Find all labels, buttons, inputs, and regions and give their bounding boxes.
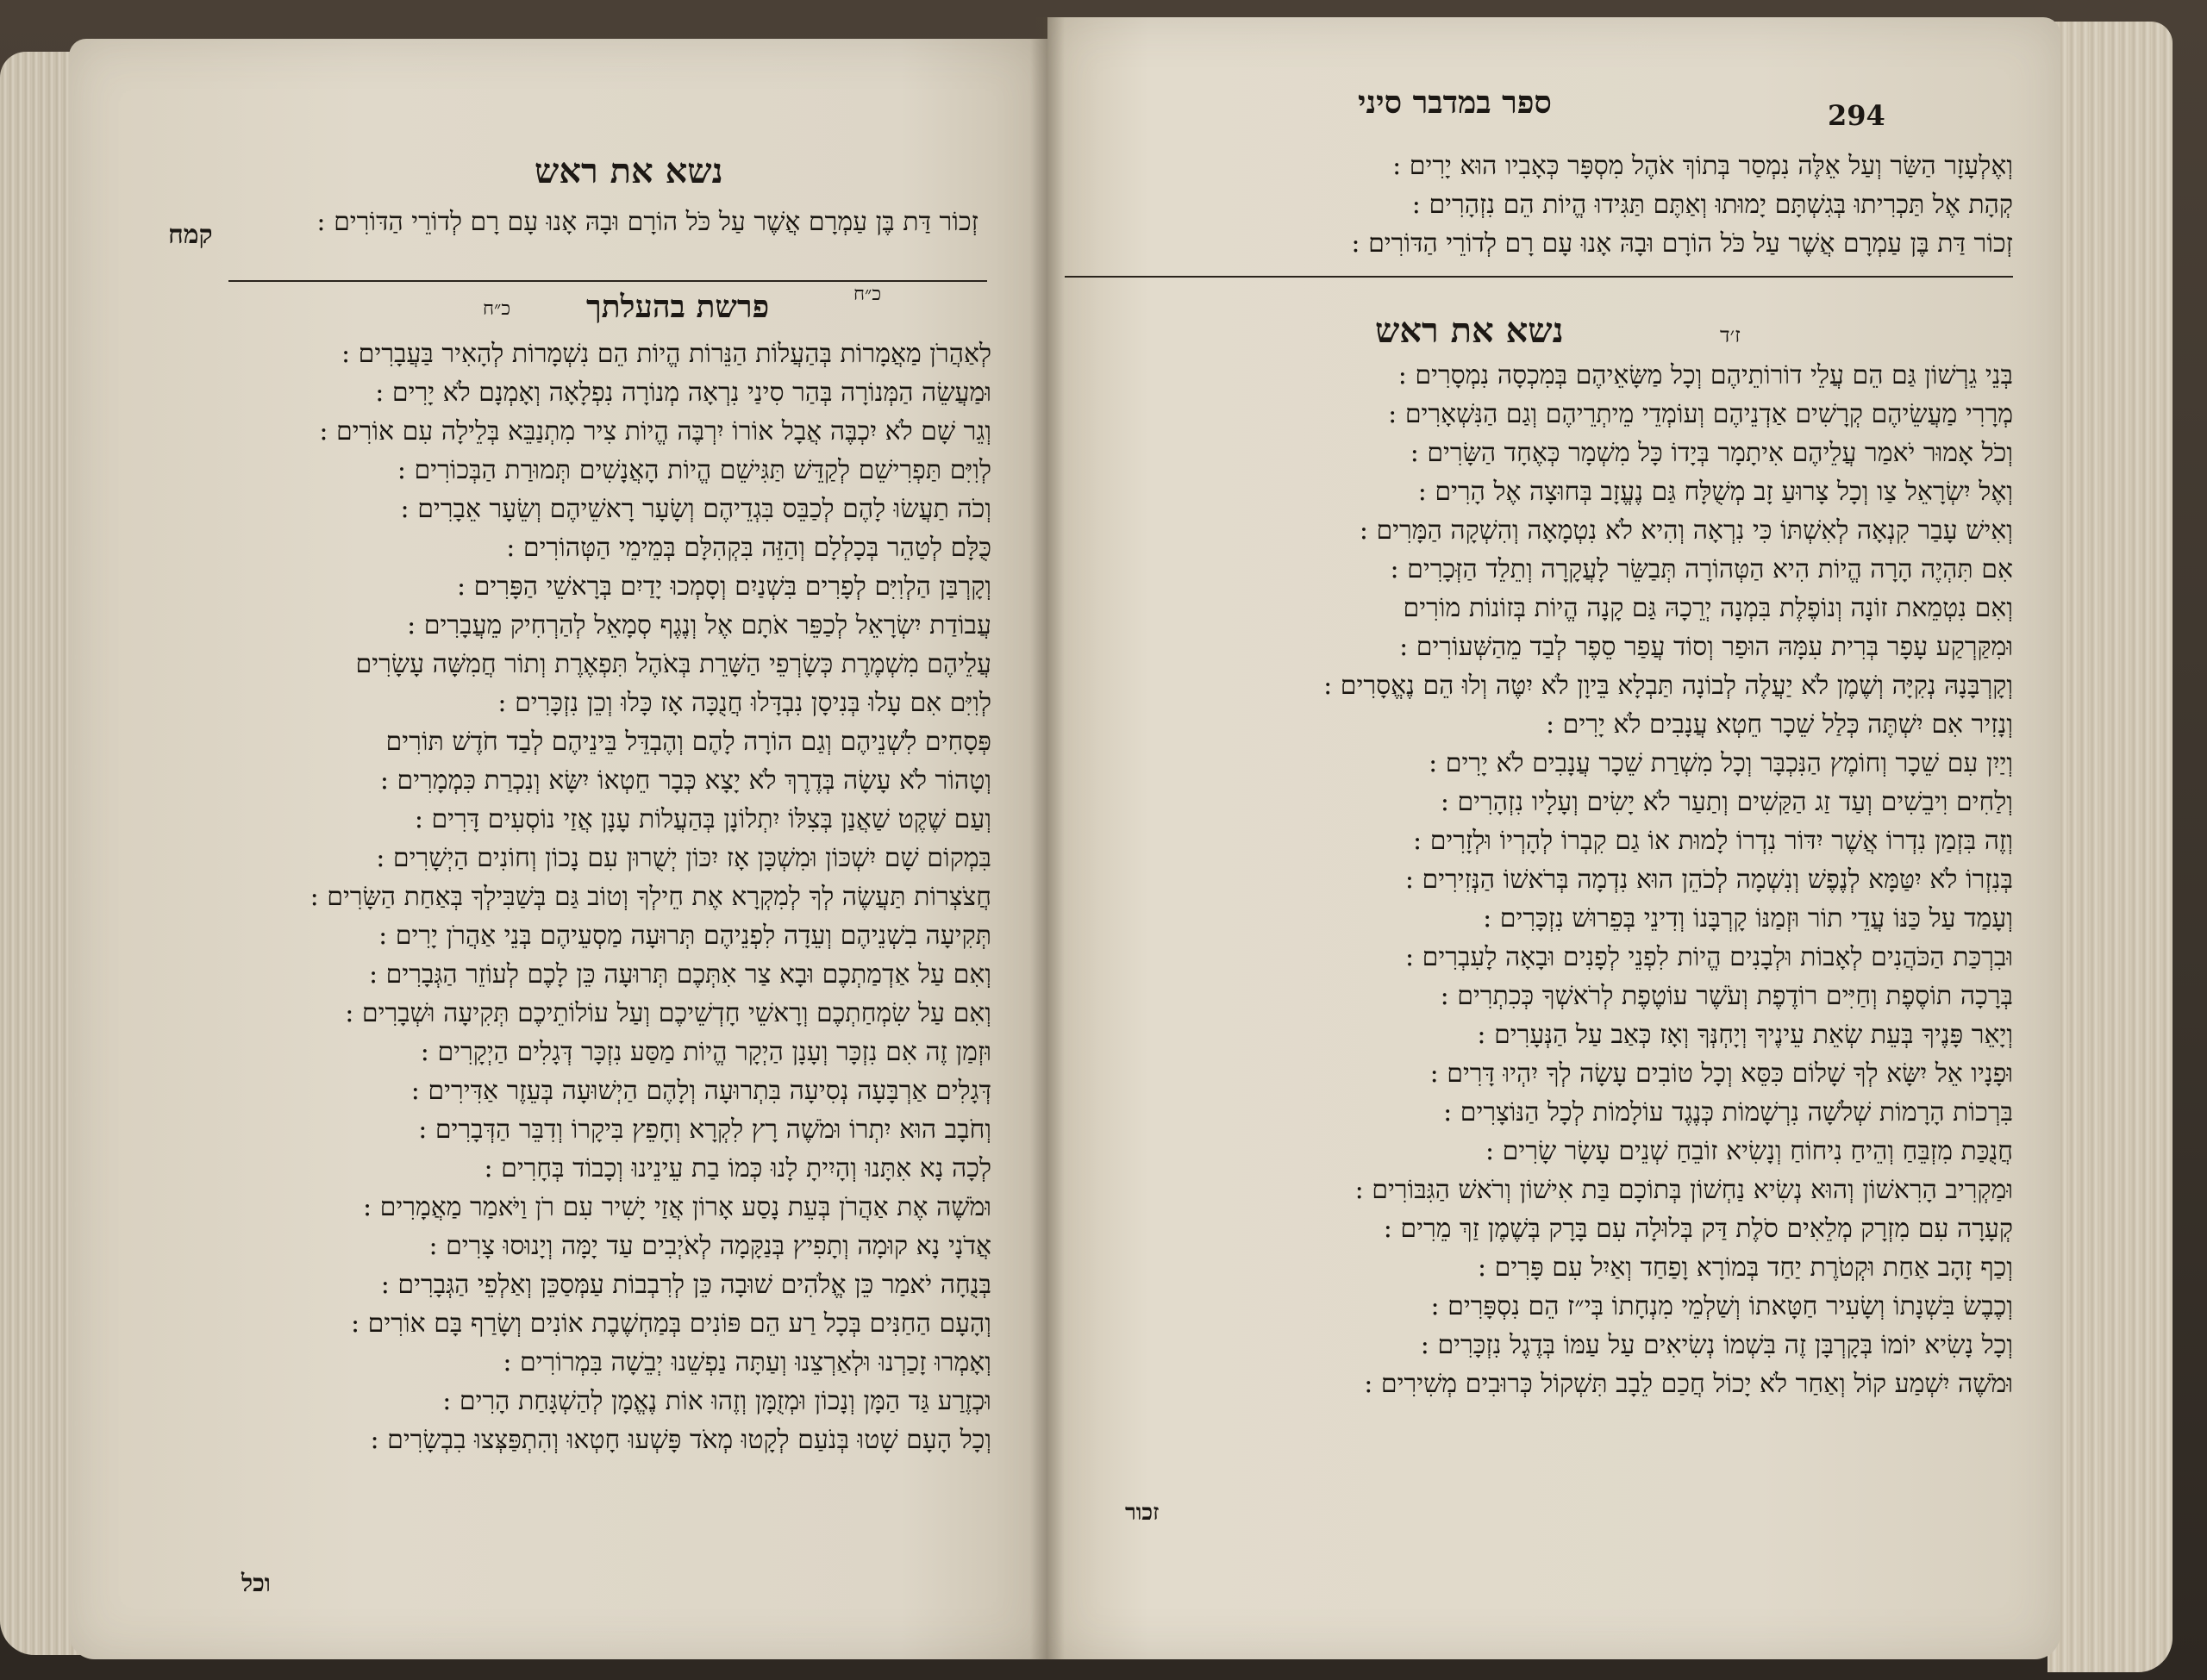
text-line: וְכַף זָהָב אַחַת וּקְטֹרֶת יַחַד בְּמוֹרָא וָפַחַד וְאַיִל עִם פָּרִים : (1478, 1252, 2013, 1283)
left-section-marker-left: כ״ח (483, 298, 511, 320)
text-line: וְאִם עַל אַדְמַתְכֶם וּבָא צַר אִתְּכֶם תְּרוּעָה כֵּן לָכֶם לְעוֹזֵר הַגְּבָרִים : (369, 959, 991, 990)
text-line: וְכָל הָעָם שָׁטוּ בְּנֹעַם לְקָטוּ מְאֹד פָּשְׁעוּ חָטְאוּ וְהִתְפַּצְּצוּ בִבְשָׂרִים : (370, 1425, 991, 1455)
text-line: אֲדֹנָי נָא קוּמָה וְתָפִיץ בְּנַקָּמָה לְאֹיְבִים עַד יָמָּה וְיָנוּסוּ צָרִים : (428, 1231, 991, 1261)
text-line: חֲצֹצְרוֹת תַּעֲשֶׂה לְךָ לְמִקְרָא אֶת חֵילְךָ וְטוֹב גַּם בְּשַׁבִּילְךָ בְּאַחַת הַשָּׂרִים : (309, 882, 991, 912)
text-line: וְכֶבֶשׂ בִּשְׁנָתוֹ וְשָׂעִיר חַטָּאתוֹ וְשַׁלְמֵי מִנְחָתוֹ בְּי״ז הֵם נִסְפָּרִים : (1430, 1291, 2013, 1321)
text-line: בְּרָכָה תוֹסֶפֶת וְחַיִּים רוֹדֶפֶת וְעֹשֶׁר עוֹטֶפֶת לְרֹאשְׁךָ כְּכִתְרִים : (1440, 981, 2013, 1011)
text-line: וְהָעָם הַחַנִּים בְּכָל רַע הֵם פּוֹנִים בְּמַחְשֶׁבֶת אוֹנִים וְשָׂרַף בָּם אוֹרִים : (351, 1308, 991, 1339)
left-top-lines (237, 203, 978, 241)
text-line: כֻּלָּם לְטַהֵר בְּכָלְלָם וְהַזֵּה בִּקְהִלָּם בְּמֵימֵי הַטְּהוֹרִים : (506, 533, 991, 563)
text-line: פְּסָחִים לִשְׁנֵיהֶם וְגַם הוֹרָה לָהֶם וְהֶבְדֵּל בֵּינֵיהֶם לְבַד חֹדֶשׁ תּוֹרִים (385, 727, 991, 757)
text-line: וְכָל נָשִׂיא יוֹמוֹ בְּקָרְבָּן זֶה בִּשְׁמוֹ נְשִׂיאִים עַל עַמּוֹ בְּדֶגֶל נִזְכָּרִים : (1420, 1330, 2013, 1360)
text-line: וּזְמַן זֶה אִם נִזְכָּר וְעָנָן הַיְקָר הֱיוֹת מַסַּע נִזְכָּר דְּגָלִים הַיְקָרִים : (420, 1037, 991, 1067)
book-gutter (1030, 17, 1065, 1659)
text-line: וּמַקְרִיב הָרִאשׁוֹן וְהוּא נְשִׂיא נַחְשׁוֹן בְּתוֹכָם בַּת אִישׁוֹן וְרֹאשׁ הַגִּבּוֹרִים : (1354, 1175, 2013, 1205)
text-line: וּכְזֶרַע גַּד הַמָּן וְנָכוֹן וּמְזֻמָּן וְזֶהוּ אוֹת נֶאֱמָן לְהַשְׁגָּחַת הָרִים : (442, 1386, 991, 1416)
text-line: קְעָרָה עִם מִזְרָק מְלֵאִים סֹלֶת דַּק בְּלוּלָה עִם בָּרָק בְּשֶׁמֶן זַךְ מֵרִים : (1383, 1214, 2013, 1244)
text-line: עֲבוֹדַת יִשְׂרָאֵל לְכַפֵּר אֹתָם אֶל וְנֶגֶף סְמָאֵל לְהַרְחִיק מֵעֲבָרִים : (407, 610, 991, 640)
right-body-text (1065, 356, 2013, 1403)
text-line: לְוִיִּם תַּפְרִישֵׁם לְקַדֵּשׁ תַּגִּישֵׁם הֱיוֹת הָאֲנָשִׁים תְּמוּרַת הַבְּכוֹרִים : (397, 455, 991, 485)
left-catchword: וכל (241, 1569, 271, 1597)
text-line: מְרָרִי מַעֲשֵׂיהֶם קְרָשִׁים אַדְנֵיהֶם וְעוֹמְדֵי מֵיתְרֵיהֶם וְגַם הַנִּשְׁאָרִים : (1388, 399, 2013, 429)
text-line: וְאִם עַל שִׂמְחַתְכֶם וְרָאשֵׁי חָדְשֵׁיכֶם וְעַל עוֹלוֹתֵיכֶם תְּקִיעָה וּשְׁבָרִים : (345, 998, 991, 1028)
text-line: אִם תִּהְיֶה הָרָה הֱיוֹת הִיא הַטְּהוֹרָה תְּבַשֵּׂר לָעֲקָרָה וְתֵלֵד הַזְּכָרִים : (1390, 554, 2013, 584)
text-line: וּמַעֲשֵׂה הַמְּנוֹרָה בְּהַר סִינַי נִרְאָה מְנוֹרָה נִפְלָאָה וְאָמְנָם לֹא יָרִים : (375, 378, 991, 408)
text-line: וּבִרְכַּת הַכֹּהֲנִים לְאָבוֹת וּלְבָנִים הֱיוֹת לִפְנֵי לְפָנִים וּבָאָה לָעִבְרִים : (1405, 942, 2013, 972)
right-section-heading: נשא את ראש (1375, 310, 1564, 351)
left-section-marker-right: כ״ח (853, 284, 882, 305)
right-header-rule (1065, 276, 2013, 278)
text-line: וְאֶל יִשְׂרָאֵל צַו וְכָל צָרוּעַ זָב מְשֻׁלָּח גַּם נֶעֱזָב בְּחוּצָה אֶל הָרִים : (1417, 477, 2013, 507)
left-top-line: זְכוֹר דַּת בֶּן עַמְרָם אֲשֶׁר עַל כֹּל הוֹרָם וּבָהּ אָנוּ עָם רָם לְדוֹרֵי הַדּוֹרִים : (316, 207, 978, 237)
text-line: וְטָהוֹר לֹא עָשָׂה בְּדֶרֶךְ לֹא יָצָא כְּבָר חֵטְאוֹ יִשָּׂא וְנִכְרַת כִּמְמָרִים : (379, 765, 991, 796)
text-line: וְזֶה בִּזְמַן נִדְרוֹ אֲשֶׁר יִדּוֹר נִדְרוֹ לָמוּת אוֹ גַם קִבְרוֹ לְהָרְיוֹ וּלְזָרִים : (1413, 826, 2013, 856)
text-line: וּמֹשֶׁה אֶת אַהֲרֹן בְּעֵת נָסַע אָרוֹן אֲזַי יָשִׁיר עִם רֹן וַיֹּאמַר מַאֲמָרִים : (362, 1192, 991, 1222)
text-line: וּמִקַּרְקַע עָפָר בְּרִית עִמָּהּ הוּפַר וְסוֹד עֲפַר סֵפֶר לְבַד מֵהַשְּׁעוֹרִים : (1399, 632, 2013, 662)
text-line: בִּרְכוֹת הָרָמוֹת שְׁלֹשָׁה נִרְשָׁמוֹת כְּנֶגֶד עוֹלָמוֹת לְכָל הַנּוֹצָרִים : (1443, 1097, 2013, 1127)
text-line: וְכֹל אָמוּר יֹאמַר עֲלֵיהֶם אִיתָמָר בְּיָדוֹ כָּל מִשְׁמָר כְּאֶחָד הַשָּׂרִים : (1410, 438, 2013, 468)
text-line: וְקָרְבָּנָהּ נְקִיָּה וְשֶׁמֶן לֹא יַעֲלֶה לְבוֹנָה תַּבְלָא בֵּיוָן לֹא יִטֶּה וְלוּ הֵם נֶאֱסָרִים : (1323, 671, 2013, 701)
text-line: וּמֹשֶׁה יִשְׁמַע קוֹל וְאַחַר לֹא יָכוֹל חֲכַם לֵבָב תִּשְׁקוֹל כְּרוּבִים מְשִׁירִים : (1364, 1369, 2013, 1399)
right-page-edges (2048, 22, 2173, 1672)
text-line: עֲלֵיהֶם מִשְׁמֶרֶת כְּשָׂרְפֵי הַשָּׁרֵת בְּאֹהֶל תִּפְאֶרֶת וְתוֹר חֲמִשָּׁה עָשָׂרִים (355, 649, 991, 679)
right-top-lines (1065, 147, 2013, 263)
right-top-line: קְהָת אֶל תַּכְרִיתוּ בְּגִשְׁתָּם יָמוּתוּ וְאַתֶּם תַּגִּידוּ הֱיוֹת הֵם נִזְהָרִים : (1411, 190, 2013, 220)
right-running-header: ספר במדבר סיני (1358, 84, 1552, 121)
text-line: לְכָה נָא אִתָּנוּ וְהָיִיתָ לָנוּ כְּמוֹ בַת עֵינֵינוּ וְכָבוֹד בְּחָרִים : (484, 1153, 991, 1183)
text-line: וְיַיִן עִם שֵׁכָר וְחוֹמֶץ הַנִּכְבָּר וְכָל מִשְׁרַת שֵׁכָר עֲנָבִים לֹא יָרִים : (1429, 748, 2013, 778)
left-page (69, 39, 1047, 1659)
text-line: וְיָאֵר פָּנֶיךָ בְּעֵת שְׂאֵת עֵינֶיךָ וְיָחְנְּךָ וְאָז כְּאַב עַל הַנְּעָרִים : (1477, 1020, 2013, 1050)
text-line: לְאַהֲרֹן מַאֲמָרוֹת בְּהַעֲלוֹת הַנֵּרוֹת הֱיוֹת הֵם נִשְׁמָרוֹת לְהָאִיר בַּעֲבָרִים : (341, 339, 991, 369)
text-line: חֲנֻכַּת מִזְבֵּחַ וְהֵיחַ נִיחוֹחַ וְנָשִׂיא זוֹבֵחַ שְׁנֵים עָשָׂר שָׂרִים : (1485, 1136, 2013, 1166)
right-catchword: זכור (1125, 1500, 1160, 1526)
right-top-line: זְכוֹר דַּת בֶּן עַמְרָם אֲשֶׁר עַל כֹּל הוֹרָם וּבָהּ אָנוּ עָם רָם לְדוֹרֵי הַדּוֹרִים : (1351, 228, 2013, 259)
text-line: וְקָרְבַּן הַלְוִיִּם לְפָרִים בִּשְׁנַיִם וְסָמְכוּ יָדַיִם בְּרָאשֵׁי הַפָּרִים : (457, 571, 991, 602)
text-line: וְנָזִיר אִם יִשְׁתֶּה כְּלַל שֵׁכָר חֵטְא עֲנָבִים לֹא יָרִים : (1546, 709, 2013, 740)
left-section-heading: פרשת בהעלתך (586, 289, 770, 325)
text-line: וּפָנָיו אֵל יִשָּׂא לְךָ שָׁלוֹם כִּסֵּא וְכָל טוֹבִים עָשָׂה לְךָ יִהְיוּ דָּרִים : (1429, 1059, 2013, 1089)
text-line: תְּקִיעָה בִשְׁנֵיהֶם וְעֵדָה לִפְנֵיהֶם תְּרוּעָה מַסְעֵיהֶם בְּנֵי אַהֲרֹן יָרִים : (378, 921, 991, 951)
text-line: וְאִם נִטְמֵאת זוֹנָה וְנוֹפֶלֶת בִּמְנָה יְרֵכָהּ גַּם קָנָה הֱיוֹת בְּזוֹנוֹת מוֹרִים (1403, 593, 2013, 623)
text-line: וְעָמַד עַל כַּנּוֹ עֲדֵי תוֹר וּזְמַנּוֹ קָרְבָּנוֹ וְדִינֵי בְּפֵרוּשׁ נִזְכָּרִים : (1483, 903, 2013, 934)
text-line: בְּנֻחָה יֹאמַר כֵּן אֱלֹהִים שׁוּבָה כֵּן לְרִבְבוֹת עַמְּסַכֵּן וְאַלְפֵי הַגְּבָרִים : (380, 1270, 991, 1300)
text-line: וְלַחִים וִיבֵשִׁים וְעַד זַג הַקַּשִׁים וְתַעַר לֹא יָשִׂים וְעָלָיו נִזְהָרִים : (1440, 787, 2013, 817)
page-number: 294 (1828, 99, 1885, 132)
text-line: וְעַם שֶׁקֶט שַׁאֲנַן בְּצִלּוֹ יִתְלוֹנָן בְּהַעֲלוֹת עָנָן אֲזַי נוֹסְעִים דָּרִים : (414, 804, 991, 834)
text-line: בִּמְקוֹם שָׁם יִשְׁכּוֹן וּמִשְׁכָּן אָז יִכּוֹן יְשֻׁרוּן עִם נָכוֹן וְחוֹנִים הַיְשָׁרִים : (376, 843, 991, 873)
text-line: בְּנִזְרוֹ לֹא יִטַּמָּא לְנֶפֶשׁ וְנִשְׁמָה לְכֹהֵן הוּא נִדְמָה בְּרֹאשׁוֹ הַנְּזִירִים : (1404, 865, 2013, 895)
text-line: וְכֹה תַעֲשׂוּ לָהֶם לְכַבֵּס בִּגְדֵיהֶם וְשָׂעָר רָאשֵׁיהֶם וְשֵׂעָר אֵבָרִים : (400, 494, 991, 524)
text-line: לְוִיִּם אִם עָלוּ בְּנִיסָן נִבְדָּלוּ חֲנֻכָּה אָז כָּלוּ וְכֵן נִזְכָּרִים : (497, 688, 991, 718)
text-line: וְאִישׁ עָבַר קִנְאָה לְאִשְׁתּוֹ כִּי נִרְאָה וְהִיא לֹא נִטְמָאָה וְהִשְׁקָה הַמָּרִים : (1359, 515, 2013, 546)
right-top-line: וְאֶלְעָזָר הַשַּׂר וְעַל אֵלֶּה נִמְסַר בְּתוֹךְ אֹהֶל מִסְפָּר כְּאָבִיו הוּא יָרִים : (1392, 151, 2013, 181)
text-line: בְּנֵי גֵרְשׁוֹן גַּם הֵם עֲלֵי דוֹרוֹתֵיהֶם וְכָל מַשָּׂאֵיהֶם בְּמִכְסָה נִמְסָרִים : (1397, 360, 2013, 390)
left-running-header: נשא את ראש (535, 151, 723, 191)
text-line: וְחֹבָב הוּא יִתְרוֹ וּמֹשֶׁה רָץ לִקְרָא וְחָפֵץ בִּיקָרוֹ וְדִבֵּר הַדְּבָרִים : (418, 1115, 991, 1145)
left-folio: קמח (168, 220, 213, 250)
left-header-rule (228, 280, 987, 282)
right-page (1047, 17, 2060, 1659)
right-section-marker: ז׳ד (1720, 323, 1741, 347)
text-line: וְגֵר שָׁם לֹא יִכְבֶּה אֲבָל אוֹרוֹ יִרְבֶּה הֱיוֹת צִיר מִתְנַבֵּא בְּלֵילָה עִם אוֹרִים : (319, 416, 991, 447)
text-line: וְאָמְרוּ זָכַרְנוּ וּלְאַרְצֵנוּ וְעַתָּה נַפְשֵׁנוּ יְבֵשָׁה בִּמְרוֹרִים : (503, 1347, 991, 1377)
left-body-text (233, 334, 991, 1459)
text-line: דְּגָלִים אַרְבָּעָה נְסִיעָה בִּתְרוּעָה וְלָהֶם הַיְשׁוּעָה בְּעֵזֶר אַדִּירִים : (410, 1076, 991, 1106)
